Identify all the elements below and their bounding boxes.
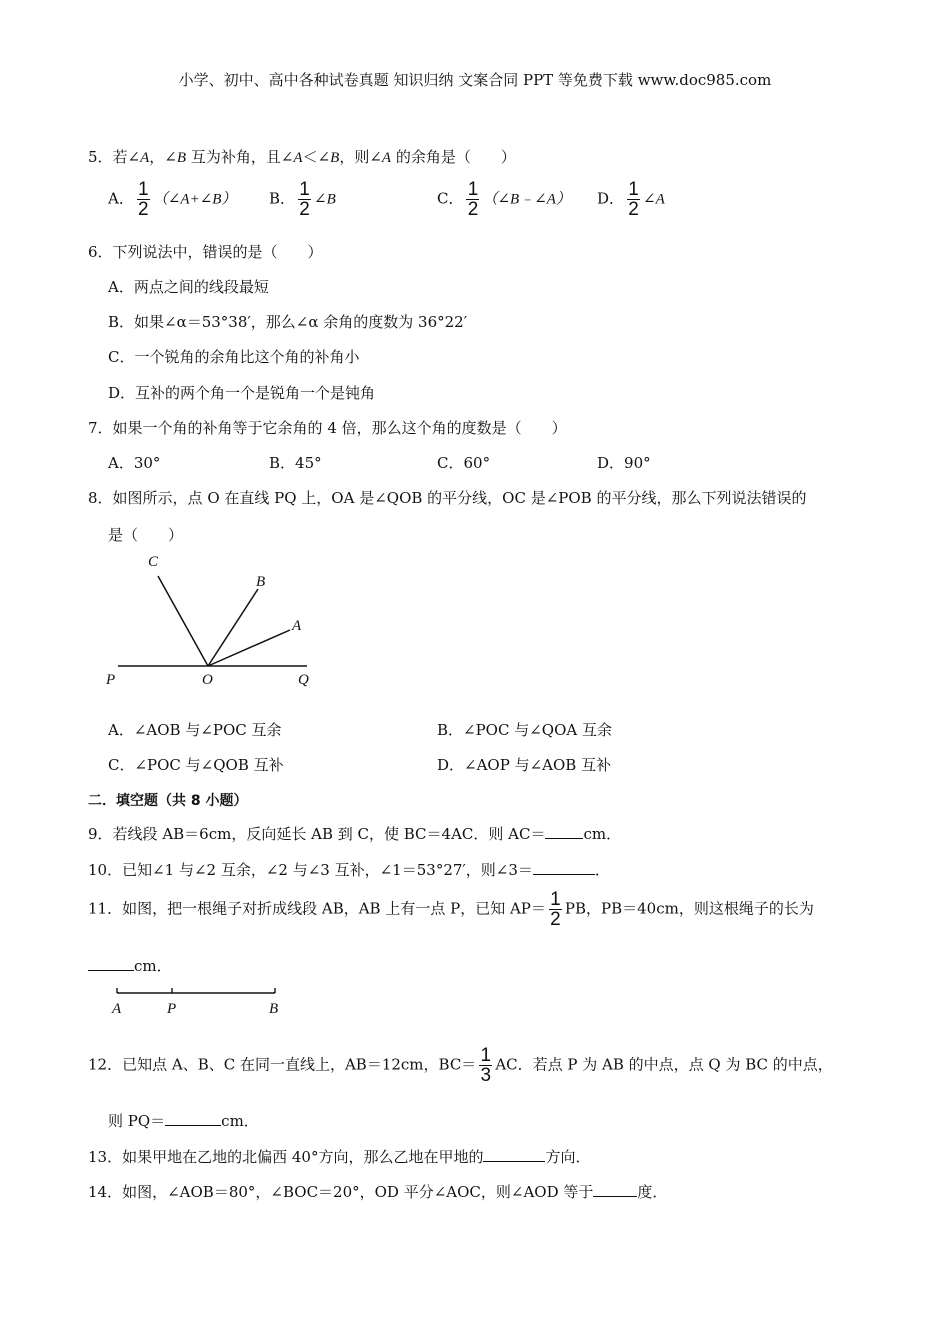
question-12 [88,1047,833,1084]
stem-text: 的余角是（ ） [391,148,516,166]
fraction-numerator: 1 [138,179,149,200]
option-label: D． [597,189,625,208]
question-number: 14． [88,1183,123,1201]
question-7-stem [88,417,567,438]
label-p: P [167,1001,177,1017]
fraction-denominator: 3 [480,1065,492,1086]
q6-option-b[interactable]: B．如果∠α＝53°38′，那么∠α 余角的度数为 36°22′ [108,313,468,331]
fraction [549,891,562,928]
page-header: 小学、初中、高中各种试卷真题 知识归纳 文案合同 PPT 等免费下载 www.doc985.com [178,71,772,89]
label-b: B [269,1001,279,1017]
stem-text: cm． [583,825,622,843]
stem-text: ． [594,861,610,879]
section-title: 二．填空题（共 8 小题） [88,793,248,809]
stem-text: ，则∠ [339,148,382,166]
answer-blank[interactable] [483,1148,545,1162]
label-p: P [106,672,116,688]
option-text: （∠A+∠B） [152,191,237,208]
stem-text: ＜∠ [302,148,331,166]
fraction-numerator: 1 [550,889,561,910]
label-c: C [148,554,159,570]
label-b: B [256,574,266,590]
option-label: B． [269,189,296,208]
label-a: A [112,1001,122,1017]
q7-option-b[interactable]: B．45° [269,454,322,472]
option-text: ∠B [314,191,336,208]
option-text: （∠B﹣∠A） [482,191,571,208]
q5-option-a[interactable] [108,181,236,218]
question-10 [88,859,610,880]
question-13 [88,1146,590,1167]
stem-text: 已知点 A、B、C 在同一直线上，AB＝12cm，BC＝ [122,1055,477,1074]
fraction [627,181,640,218]
fraction-numerator: 1 [628,179,639,200]
answer-blank[interactable] [545,825,583,839]
q7-option-a[interactable]: A．30° [108,454,161,472]
label-q: Q [298,672,309,688]
stem-text: 已知∠1 与∠2 互余，∠2 与∠3 互补，∠1＝53°27′，则∠3＝ [122,861,533,879]
question-8-stem [88,487,806,508]
label-o: O [202,672,213,688]
fraction [137,181,150,218]
fraction-numerator: 1 [299,179,310,200]
question-6-stem [88,241,323,262]
q6-option-c[interactable]: C．一个锐角的余角比这个角的补角小 [108,348,360,366]
var: B [330,150,340,166]
q5-option-b[interactable] [269,181,336,218]
stem-text: PB，PB＝40cm，则这根绳子的长为 [564,899,814,918]
q5-option-d[interactable] [597,181,665,218]
stem-text: 则 PQ＝ [108,1112,166,1130]
var: A [293,150,303,166]
question-5-stem [88,146,516,167]
q5-option-c[interactable] [437,181,571,218]
question-number: 5． [88,148,113,166]
stem-text: cm． [221,1112,259,1130]
fraction-denominator: 2 [467,199,479,220]
question-11-cont [88,955,172,976]
q8-option-b[interactable]: B．∠POC 与∠QOA 互余 [437,721,612,739]
stem-text: AC．若点 P 为 AB 的中点，点 Q 为 BC 的中点， [495,1055,833,1074]
question-number: 9． [88,825,113,843]
q6-option-d[interactable]: D．互补的两个角一个是锐角一个是钝角 [108,384,376,402]
answer-blank[interactable] [165,1112,221,1126]
stem-text: 如图，把一根绳子对折成线段 AB，AB 上有一点 P，已知 AP＝ [122,899,546,918]
fraction [298,181,311,218]
ray-oc [158,576,208,666]
q7-option-c[interactable]: C．60° [437,454,491,472]
question-number: 8． [88,489,113,507]
fraction-numerator: 1 [480,1045,492,1066]
stem-text: 如果甲地在乙地的北偏西 40°方向，那么乙地在甲地的 [122,1148,484,1166]
stem-text: 若∠ [112,148,141,166]
var: A [381,150,392,166]
angle-figure [100,548,330,693]
q6-option-a[interactable]: A．两点之间的线段最短 [108,278,269,296]
answer-blank[interactable] [593,1183,637,1197]
rope-figure [104,985,294,1019]
label-a: A [292,618,302,634]
answer-blank[interactable] [533,861,595,875]
fraction [466,181,479,218]
fraction-denominator: 2 [550,909,561,930]
q7-option-d[interactable]: D．90° [597,454,651,472]
fraction [479,1047,492,1084]
question-8-stem-cont: 是（ ） [108,526,184,544]
stem-text: 下列说法中，错误的是（ ） [112,243,323,261]
q8-option-c[interactable]: C．∠POC 与∠QOB 互补 [108,756,284,774]
question-number: 10． [88,861,123,879]
stem-text: 方向． [545,1148,591,1166]
stem-text: 如图，∠AOB＝80°，∠BOC＝20°，OD 平分∠AOC，则∠AOD 等于 [122,1183,594,1201]
option-label: C． [437,189,464,208]
question-number: 7． [88,419,113,437]
q8-option-d[interactable]: D．∠AOP 与∠AOB 互补 [437,756,612,774]
question-14 [88,1181,667,1202]
stem-text: 度． [637,1183,668,1201]
stem-text: 如图所示，点 O 在直线 PQ 上，OA 是∠QOB 的平分线，OC 是∠POB 的平分线，那么下列说法错误的 [112,489,807,507]
q8-option-a[interactable]: A．∠AOB 与∠POC 互余 [108,721,282,739]
fraction-denominator: 2 [138,199,149,220]
question-number: 11． [88,899,123,918]
stem-text: 如果一个角的补角等于它余角的 4 倍，那么这个角的度数是（ ） [112,419,567,437]
question-12-cont [108,1110,259,1131]
stem-text: 若线段 AB＝6cm，反向延长 AB 到 C，使 BC＝4AC．则 AC＝ [112,825,546,843]
stem-text: 互为补角，且∠ [186,148,294,166]
option-text: ∠A [643,191,665,208]
answer-blank[interactable] [88,957,134,971]
question-11 [88,891,814,928]
fraction-numerator: 1 [467,179,479,200]
question-number: 12． [88,1055,123,1074]
stem-text: ，∠ [149,148,177,166]
var: B [176,150,187,166]
stem-text: cm． [134,957,172,975]
question-number: 13． [88,1148,123,1166]
var: A [140,150,150,166]
question-9 [88,823,621,844]
option-label: A． [108,189,134,208]
fraction-denominator: 2 [628,199,639,220]
fraction-denominator: 2 [299,199,310,220]
question-number: 6． [88,243,113,261]
